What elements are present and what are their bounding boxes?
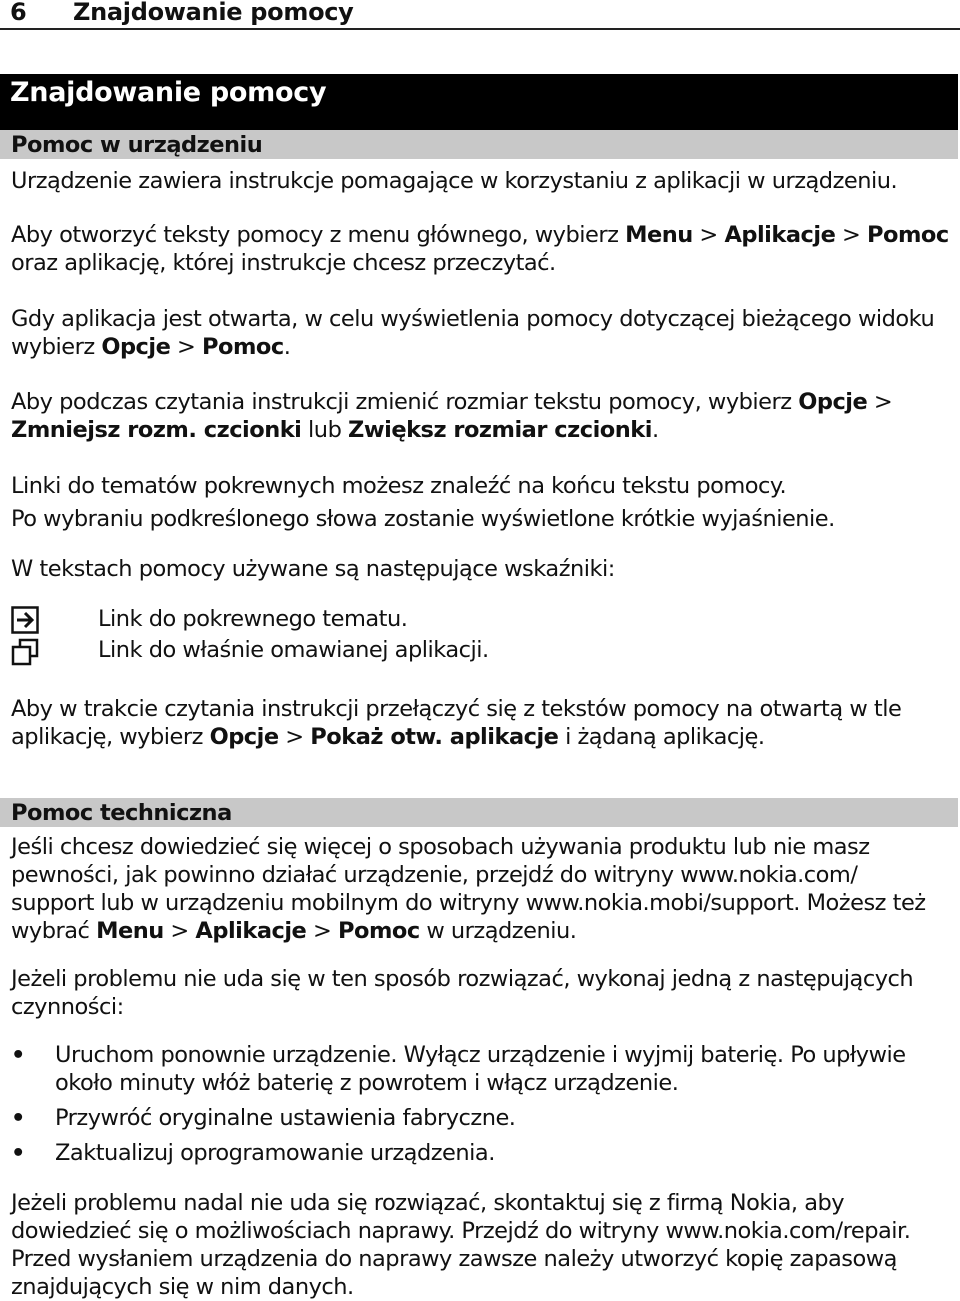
indicator-label-related: Link do pokrewnego tematu.	[98, 606, 408, 632]
paragraph-troubleshoot: Jeżeli problemu nie uda się w ten sposób rozwiązać, wykonaj jedną z następujących czynności:	[11, 966, 914, 1020]
bullet-marker: •	[11, 1105, 25, 1131]
paragraph-app-help: Gdy aplikacja jest otwarta, w celu wyświetlenia pomocy dotyczącej bieżącego widoku wybierz Opcje > Pomoc.	[11, 306, 935, 360]
paragraph-links: Linki do tematów pokrewnych możesz znaleźć na końcu tekstu pomocy.	[11, 473, 787, 499]
list-item: Zaktualizuj oprogramowanie urządzenia.	[55, 1140, 495, 1166]
paragraph-intro: Urządzenie zawiera instrukcje pomagające w korzystaniu z aplikacji w urządzeniu.	[11, 168, 898, 194]
bullet-marker: •	[11, 1140, 25, 1166]
list-item: Przywróć oryginalne ustawienia fabryczne.	[55, 1105, 516, 1131]
subheading-tech-support: Pomoc techniczna	[0, 798, 958, 827]
paragraph-indicators: W tekstach pomocy używane są następujące wskaźniki:	[11, 556, 615, 582]
paragraph-support-site: Jeśli chcesz dowiedzieć się więcej o sposobach używania produktu lub nie masz pewności, jak powinno działać urządzenie, przejdź do witryny www.nokia.com/ support lub w urządzeniu mobilnym do witryny www.nokia.mobi/support. Możesz też wybrać Menu > Aplikacje > Pomoc w urządzeniu.	[11, 834, 926, 944]
app-windows-icon	[11, 638, 39, 666]
page-header	[0, 0, 960, 30]
list-item: Uruchom ponownie urządzenie. Wyłącz urządzenie i wyjmij baterię. Po upływie około minuty włóż baterię z powrotem i włącz urządzenie.	[55, 1042, 906, 1096]
paragraph-switch-app: Aby w trakcie czytania instrukcji przełączyć się z tekstów pomocy na otwartą w tle aplikację, wybierz Opcje > Pokaż otw. aplikacje i żądaną aplikację.	[11, 696, 902, 750]
paragraph-underlined: Po wybraniu podkreślonego słowa zostanie wyświetlone krótkie wyjaśnienie.	[11, 506, 835, 532]
bullet-marker: •	[11, 1042, 25, 1068]
paragraph-repair: Jeżeli problemu nadal nie uda się rozwiązać, skontaktuj się z firmą Nokia, aby dowiedzieć się o możliwościach naprawy. Przejdź do witryny www.nokia.com/repair. Przed wysłaniem urządzenia do naprawy zawsze należy utworzyć kopię zapasową znajdujących się w nim danych.	[11, 1190, 911, 1300]
page-number: 6	[10, 0, 27, 26]
section-title: Znajdowanie pomocy	[0, 74, 958, 130]
subheading-help-in-device: Pomoc w urządzeniu	[0, 130, 958, 159]
paragraph-open-help: Aby otworzyć teksty pomocy z menu głównego, wybierz Menu > Aplikacje > Pomoc oraz aplikację, której instrukcje chcesz przeczytać.	[11, 222, 949, 276]
link-arrow-icon	[11, 606, 39, 634]
running-title: Znajdowanie pomocy	[73, 0, 354, 26]
paragraph-font-size: Aby podczas czytania instrukcji zmienić rozmiar tekstu pomocy, wybierz Opcje > Zmniejsz rozm. czcionki lub Zwiększ rozmiar czcionki.	[11, 389, 893, 443]
indicator-label-app: Link do właśnie omawianej aplikacji.	[98, 637, 489, 663]
